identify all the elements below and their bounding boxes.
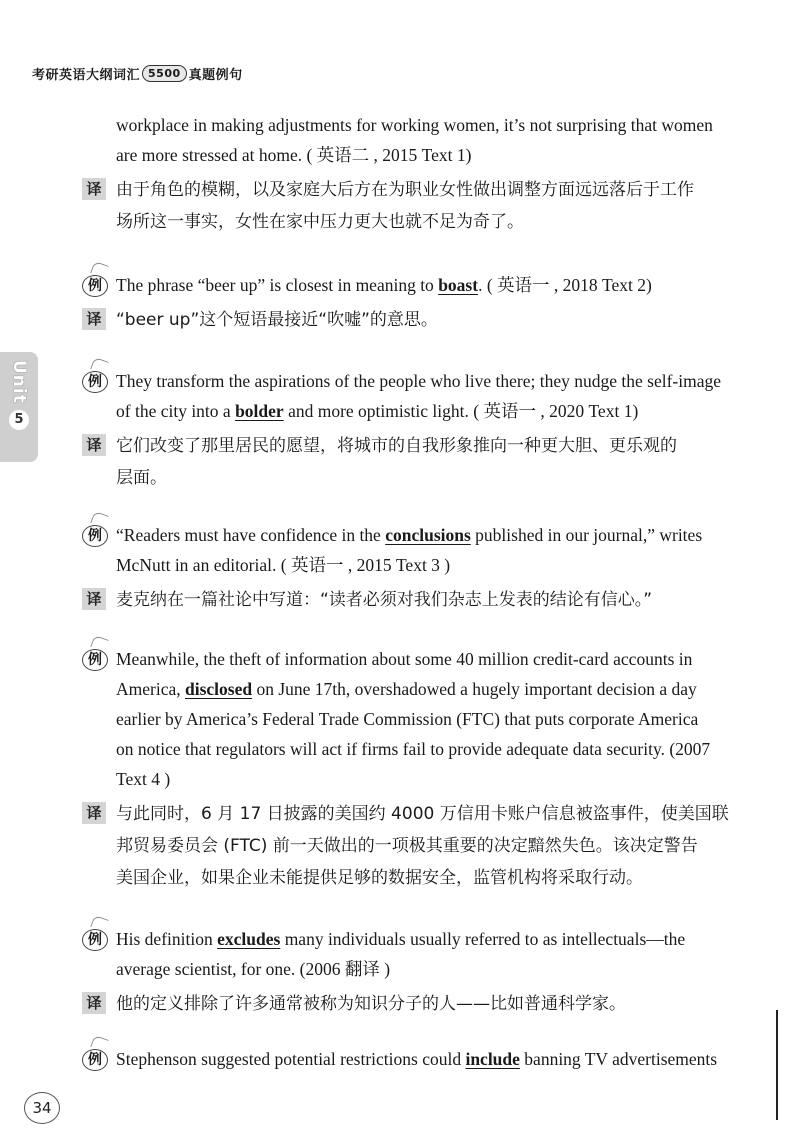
translation-line: [82, 988, 752, 1020]
unit-tab-number: 5: [9, 410, 29, 430]
translation-text: “beer up”这个短语最接近“吹嘘”的意思。: [116, 310, 438, 330]
header-title: 考研英语大纲词汇: [32, 68, 141, 83]
unit-tab: [0, 352, 38, 462]
page-number: 34: [24, 1092, 60, 1124]
example-sentence-line: [82, 704, 752, 734]
sentence-text: America,: [116, 679, 185, 699]
sentence-text: . ( 英语一 , 2018 Text 2): [478, 275, 652, 295]
header-subtitle: 真题例句: [188, 68, 243, 83]
sentence-text: many individuals usually referred to as intellectuals—the: [280, 929, 686, 949]
example-sentence-line: [82, 674, 752, 704]
translation-line: [82, 174, 752, 206]
example-marker-icon: 例: [82, 1049, 108, 1071]
sentence-text: “Readers must have confidence in the: [116, 525, 386, 545]
sentence-text: McNutt in an editorial. ( 英语一 , 2015 Text 3 ): [116, 555, 451, 575]
translation-marker-icon: 译: [82, 308, 106, 330]
sentence-text: workplace in making adjustments for working women, it’s not surprising that women: [116, 115, 713, 135]
example-sentence-line: [82, 1044, 752, 1074]
example-marker-icon: 例: [82, 929, 108, 951]
translation-line: [82, 206, 752, 238]
sentence-text: and more optimistic light. ( 英语一 , 2020 Text 1): [283, 401, 639, 421]
vocab-keyword: excludes: [217, 929, 281, 949]
translation-text: 它们改变了那里居民的愿望，将城市的自我形象推向一种更大胆、更乐观的: [116, 436, 677, 456]
example-sentence-line: [82, 140, 752, 170]
example-sentence-line: [82, 270, 752, 300]
example-sentence-line: [82, 644, 752, 674]
example-entry: [82, 1044, 752, 1074]
sentence-text: published in our journal,” writes: [470, 525, 703, 545]
translation-line: [82, 430, 752, 462]
sentence-text: average scientist, for one. (2006 翻译 ): [116, 959, 391, 979]
sentence-text: banning TV advertisements: [519, 1049, 718, 1069]
running-header: [32, 64, 243, 83]
translation-text: 他的定义排除了许多通常被称为知识分子的人——比如普通科学家。: [116, 994, 626, 1014]
translation-line: [82, 830, 752, 862]
sentence-text: of the city into a: [116, 401, 236, 421]
sentence-text: earlier by America’s Federal Trade Commission (FTC) that puts corporate America: [116, 709, 699, 729]
unit-tab-label: Unit: [9, 360, 29, 404]
vocab-keyword: disclosed: [185, 679, 253, 699]
example-marker-icon: 例: [82, 371, 108, 393]
example-marker-icon: 例: [82, 525, 108, 547]
header-badge: 5500: [142, 65, 187, 82]
example-marker-icon: 例: [82, 649, 108, 671]
example-sentence-line: [82, 954, 752, 984]
example-sentence-line: [82, 764, 752, 794]
translation-text: 与此同时，6 月 17 日披露的美国约 4000 万信用卡账户信息被盗事件，使美国联: [116, 804, 729, 824]
margin-rule: [776, 1010, 778, 1120]
example-sentence-line: [82, 734, 752, 764]
example-entry: [82, 644, 752, 894]
sentence-text: Meanwhile, the theft of information about some 40 million credit-card accounts in: [116, 649, 693, 669]
sentence-text: His definition: [116, 929, 218, 949]
example-sentence-line: [82, 520, 752, 550]
translation-text: 由于角色的模糊，以及家庭大后方在为职业女性做出调整方面远远落后于工作: [116, 180, 694, 200]
vocab-keyword: include: [465, 1049, 520, 1069]
example-sentence-line: [82, 396, 752, 426]
translation-line: [82, 584, 752, 616]
example-entry: [82, 366, 752, 494]
example-sentence-line: [82, 550, 752, 580]
translation-marker-icon: 译: [82, 802, 106, 824]
translation-text: 麦克纳在一篇社论中写道：“读者必须对我们杂志上发表的结论有信心。”: [116, 590, 653, 610]
example-sentence-line: [82, 924, 752, 954]
example-entry: [82, 924, 752, 1020]
translation-line: [82, 304, 752, 336]
sentence-text: Stephenson suggested potential restrictions could: [116, 1049, 466, 1069]
translation-line: [82, 862, 752, 894]
sentence-text: are more stressed at home. ( 英语二 , 2015 Text 1): [116, 145, 472, 165]
translation-marker-icon: 译: [82, 178, 106, 200]
translation-text: 美国企业，如果企业未能提供足够的数据安全，监管机构将采取行动。: [116, 868, 643, 888]
translation-text: 邦贸易委员会 (FTC) 前一天做出的一项极其重要的决定黯然失色。该决定警告: [116, 836, 698, 856]
sentence-text: They transform the aspirations of the people who live there; they nudge the self-image: [116, 371, 722, 391]
example-sentence-line: [82, 110, 752, 140]
translation-text: 场所这一事实，女性在家中压力更大也就不足为奇了。: [116, 212, 524, 232]
sentence-text: on notice that regulators will act if firms fail to provide adequate data security. (2007: [116, 739, 711, 759]
sentence-text: on June 17th, overshadowed a hugely important decision a day: [252, 679, 697, 699]
translation-marker-icon: 译: [82, 434, 106, 456]
vocab-keyword: conclusions: [385, 525, 471, 545]
sentence-text: Text 4 ): [116, 769, 171, 789]
example-entry: [82, 270, 752, 336]
translation-marker-icon: 译: [82, 992, 106, 1014]
example-marker-icon: 例: [82, 275, 108, 297]
example-sentence-line: [82, 366, 752, 396]
translation-line: [82, 798, 752, 830]
vocab-keyword: boast: [438, 275, 479, 295]
sentence-text: The phrase “beer up” is closest in meaning to: [116, 275, 439, 295]
translation-marker-icon: 译: [82, 588, 106, 610]
example-entry: [82, 110, 752, 238]
translation-line: [82, 462, 752, 494]
vocab-keyword: bolder: [235, 401, 284, 421]
translation-text: 层面。: [116, 468, 167, 488]
example-entry: [82, 520, 752, 616]
